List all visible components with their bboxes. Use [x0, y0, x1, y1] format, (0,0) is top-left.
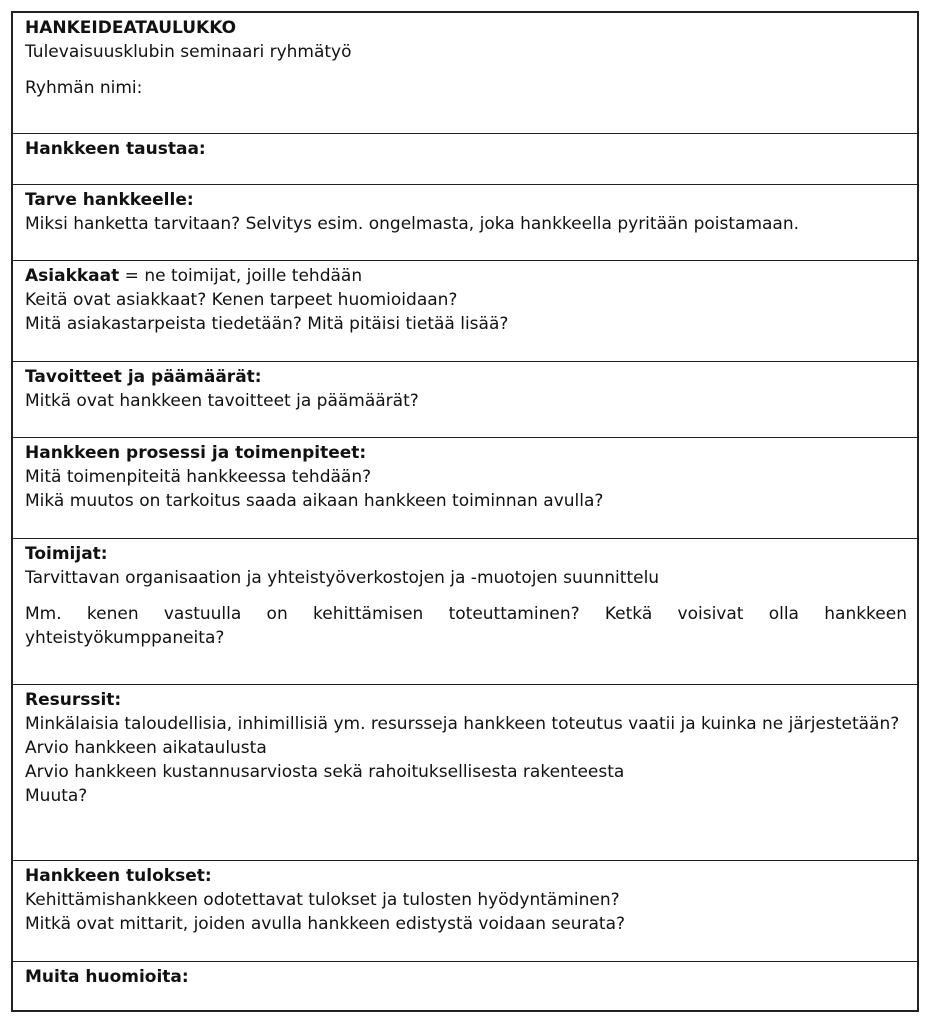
- text-toimijat-1: Tarvittavan organisaation ja yhteistyöverkostojen ja -muotojen suunnittelu: [25, 568, 660, 588]
- row-resurssit: [13, 685, 917, 861]
- heading-toimijat: Toimijat:: [25, 544, 108, 564]
- heading-tausta: Hankkeen taustaa:: [25, 139, 206, 159]
- text-resurssit-1: Minkälaisia taloudellisia, inhimillisiä ym. resursseja hankkeen toteutus vaatii ja kuinka ne järjestetään?: [25, 714, 900, 734]
- text-tulokset-2: Mitkä ovat mittarit, joiden avulla hankkeen edistystä voidaan seurata?: [25, 914, 626, 934]
- hankeidea-table: [11, 11, 919, 1012]
- text-toimijat-2: Mm. kenen vastuulla on kehittämisen toteuttaminen? Ketkä voisivat olla hankkeen yhteistyökumppaneita?: [25, 604, 907, 648]
- heading-prosessi: Hankkeen prosessi ja toimenpiteet:: [25, 443, 367, 463]
- header-row: [13, 13, 917, 134]
- row-tavoitteet: [13, 362, 917, 438]
- group-name-label: Ryhmän nimi:: [25, 78, 143, 98]
- text-tavoitteet-1: Mitkä ovat hankkeen tavoitteet ja päämäärät?: [25, 391, 419, 411]
- row-prosessi: [13, 438, 917, 539]
- row-tausta: [13, 134, 917, 185]
- heading-asiakkaat-suffix: = ne toimijat, joille tehdään: [119, 266, 363, 286]
- text-tulokset-1: Kehittämishankkeen odotettavat tulokset ja tulosten hyödyntäminen?: [25, 890, 620, 910]
- text-prosessi-2: Mikä muutos on tarkoitus saada aikaan hankkeen toiminnan avulla?: [25, 491, 604, 511]
- heading-muita: Muita huomioita:: [25, 967, 189, 987]
- heading-tulokset: Hankkeen tulokset:: [25, 866, 212, 886]
- row-tulokset: [13, 861, 917, 962]
- text-asiakkaat-1: Keitä ovat asiakkaat? Kenen tarpeet huomioidaan?: [25, 290, 458, 310]
- row-asiakkaat: [13, 261, 917, 362]
- heading-tavoitteet: Tavoitteet ja päämäärät:: [25, 367, 262, 387]
- document-title: HANKEIDEATAULUKKO: [25, 18, 237, 38]
- text-resurssit-3: Arvio hankkeen kustannusarviosta sekä rahoituksellisesta rakenteesta: [25, 762, 625, 782]
- heading-asiakkaat: Asiakkaat: [25, 266, 120, 286]
- text-tarve: Miksi hanketta tarvitaan? Selvitys esim. ongelmasta, joka hankkeella pyritään poistamaan.: [25, 214, 800, 234]
- text-resurssit-2: Arvio hankkeen aikataulusta: [25, 738, 267, 758]
- row-tarve: [13, 185, 917, 261]
- text-resurssit-4: Muuta?: [25, 786, 88, 806]
- heading-asiakkaat-line: [25, 264, 907, 288]
- text-prosessi-1: Mitä toimenpiteitä hankkeessa tehdään?: [25, 467, 372, 487]
- heading-resurssit: Resurssit:: [25, 690, 122, 710]
- document-subtitle: Tulevaisuusklubin seminaari ryhmätyö: [25, 42, 352, 62]
- heading-tarve: Tarve hankkeelle:: [25, 190, 194, 210]
- text-asiakkaat-2: Mitä asiakastarpeista tiedetään? Mitä pitäisi tietää lisää?: [25, 314, 509, 334]
- row-muita: [13, 962, 917, 1010]
- row-toimijat: [13, 539, 917, 685]
